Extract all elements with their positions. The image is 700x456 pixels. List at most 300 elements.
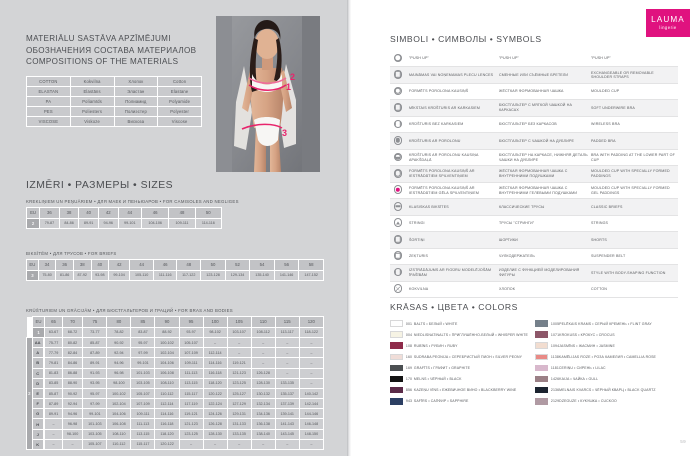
size-cell: 104-106 (155, 358, 179, 368)
size-cell: 78-82 (107, 327, 131, 337)
size-cell: 113-115 (131, 429, 155, 439)
symbol-label-lv: KOKVILNA (409, 287, 429, 292)
color-code: 170 (405, 377, 413, 382)
table-row (27, 86, 202, 96)
symbol-icon-cell (390, 215, 407, 231)
size-cell: – (227, 348, 251, 358)
material-cell: Полиамид (114, 96, 158, 106)
material-cell: Cotton (158, 77, 202, 87)
color-code: 1005 (550, 321, 560, 326)
symbol-label-ru: "PUSH UP" (499, 56, 519, 61)
size-cell: 104-106 (107, 409, 131, 419)
materials-table (26, 76, 202, 127)
material-cell: Elastāns (70, 86, 114, 96)
size-header-cell: 50 (201, 260, 226, 271)
material-cell: Kokvilna (70, 77, 114, 87)
color-code: 2136 (550, 388, 560, 393)
size-cell: 91-93 (83, 368, 107, 378)
symbol-label-en: SHORTS (591, 232, 678, 248)
size-cell: – (275, 439, 299, 449)
size-cell: 112-114 (155, 399, 179, 409)
size-cell: 120-122 (203, 388, 227, 398)
table-row (27, 368, 324, 378)
symbol-label-ru: ХЛОПОК (499, 287, 515, 292)
table-header-row (27, 260, 324, 271)
moulded-cup-gel-icon (394, 185, 403, 194)
material-cell: Poliesters (70, 106, 114, 116)
symbol-row (390, 116, 678, 132)
symbol-label-en: BRA WITH PADDING AT THE LOWER PART OF CUP (591, 152, 675, 162)
symbol-label-lv: KLASISKAS BIKSĪTES (407, 199, 499, 215)
symbol-label-en: COTTON (591, 287, 608, 292)
table-row (27, 96, 202, 106)
size-header-cell: 38 (73, 260, 91, 271)
size-cell: 109-111 (169, 218, 195, 228)
size-cell: 118-120 (203, 378, 227, 388)
color-name: BALTS • БЕЛЫЙ • WHITE (413, 321, 458, 326)
symbol-label-en: "PUSH UP" (591, 56, 611, 61)
size-cell: 95-97 (131, 337, 155, 347)
color-swatch (390, 354, 403, 361)
color-row (535, 329, 678, 340)
size-header-cell: 52 (225, 260, 250, 271)
size-header-cell: 80 (107, 317, 131, 328)
size-cell: 122-124 (203, 399, 227, 409)
symbol-label-ru: БЮСТГАЛЬТЕР С МЯГКОЙ ЧАШКОЙ НА КАРКАСАХ (499, 100, 591, 116)
size-header-cell: 42 (109, 260, 130, 271)
color-name: JASMĪNS • ЖАСМИН • JASMINE (559, 343, 615, 348)
symbol-label-lv: MAINĀMAS VAI NOŅEMAMAS PLECU LENCES (407, 67, 499, 83)
color-swatch (535, 376, 548, 383)
size-header-cell: 34 (38, 260, 56, 271)
cup-label: C (32, 368, 43, 378)
symbol-label-en: SUSPENDER BELT (591, 254, 626, 259)
symbol-label-ru: БЮСТГАЛЬТЕР БЕЗ КАРКАСОВ (499, 122, 557, 127)
color-row (535, 318, 678, 329)
size-header-cell: 48 (177, 260, 201, 271)
size-cell: 90-92 (107, 337, 131, 347)
size-header-cell: 46 (154, 260, 177, 271)
size-header-cell: 120 (299, 317, 323, 328)
size-cell: 141-146 (274, 270, 299, 280)
color-swatch (390, 376, 403, 383)
sizes-section-title: IZMĒRI • РАЗМЕРЫ • SIZES (26, 180, 174, 191)
size-cell: 97-99 (83, 399, 107, 409)
brand-name: LAUMA (651, 15, 685, 24)
table-row (27, 116, 202, 126)
size-header-cell: 100 (203, 317, 227, 328)
size-cell: – (299, 348, 323, 358)
table-row (27, 218, 222, 228)
symbol-row (390, 67, 678, 83)
cup-label: D (32, 378, 43, 388)
symbol-icon-cell (390, 51, 407, 67)
size-cell: 123-125 (179, 429, 203, 439)
size-cell: 147-152 (299, 270, 324, 280)
size-cell: 73-77 (83, 327, 107, 337)
color-row (390, 329, 533, 340)
size-header-cell: 85 (131, 317, 155, 328)
size-header-cell: 58 (299, 260, 324, 271)
symbol-label-en: MOULDED CUP WITH SPECIALLY FORMED GEL PADDINGS (591, 185, 670, 195)
size-cell: – (299, 337, 323, 347)
materials-title-lv: MATERIĀLU SASTĀVA APZĪMĒJUMI (26, 34, 171, 43)
material-cell: Polyamide (158, 96, 202, 106)
size-cell: 117-122 (177, 270, 201, 280)
color-code: 108 (405, 343, 413, 348)
size-cell: 99-104 (109, 270, 130, 280)
size-cell: – (203, 439, 227, 449)
table-row (27, 419, 324, 429)
size-cell: 144-146 (299, 409, 323, 419)
size-cell: 121-123 (227, 368, 251, 378)
page-gutter (347, 0, 351, 456)
symbol-icon-cell (390, 182, 407, 198)
size-cell: 110-112 (155, 388, 179, 398)
measurement-marker: 2 (27, 337, 33, 449)
table-row (27, 327, 324, 337)
color-name: MELNS • ЧЁРНЫЙ • BLACK (413, 377, 462, 382)
size-cell: 92-94 (62, 399, 83, 409)
size-header-cell: 36 (40, 208, 60, 219)
size-cell: 87-89 (83, 348, 107, 358)
symbol-row (390, 248, 678, 264)
size-cell: – (179, 439, 203, 449)
size-cell: 101-103 (83, 419, 107, 429)
size-cell: 83-87 (131, 327, 155, 337)
size-header-cell: EU (27, 208, 40, 219)
size-cell: 128-130 (203, 429, 227, 439)
color-code: 160 (405, 354, 413, 359)
size-cell: 118-120 (155, 429, 179, 439)
symbol-icon-cell (390, 67, 407, 83)
size-cell: 117-119 (179, 399, 203, 409)
color-name: KAMĒLIJAS ROZE • РОЗА КАМЕЛИЯ • CAMELLIA ROSE (558, 354, 656, 359)
size-cell: – (227, 337, 251, 347)
size-cell: 134-136 (251, 409, 275, 419)
size-cell: 92-94 (107, 348, 131, 358)
color-name: SAFĪRS • САПФИР • SAPPHIRE (413, 399, 469, 404)
cup-label: G (32, 409, 43, 419)
cup-label: E (32, 388, 43, 398)
material-cell: PA (27, 96, 71, 106)
color-swatch (390, 387, 403, 394)
size-cell: 115-117 (179, 388, 203, 398)
size-cell: 116-118 (155, 419, 179, 429)
size-cell: 105-110 (130, 270, 154, 280)
material-cell: Полиэстер (114, 106, 158, 116)
size-cell: 131-133 (227, 419, 251, 429)
size-cell: 124-126 (203, 409, 227, 419)
color-swatch (390, 342, 403, 349)
color-row (390, 373, 533, 384)
briefs-size-table (26, 259, 324, 281)
size-cell: 109-111 (179, 358, 203, 368)
size-cell: 84-86 (62, 358, 83, 368)
material-cell: Elastane (158, 86, 202, 96)
size-cell: 103-107 (227, 327, 251, 337)
size-cell: 111-113 (179, 368, 203, 378)
size-header-cell: 40 (79, 208, 99, 219)
size-cell: 114-116 (203, 358, 227, 368)
size-header-cell: 110 (251, 317, 275, 328)
size-cell: 105-107 (179, 337, 203, 347)
size-cell: 75-80 (38, 270, 56, 280)
color-swatch (535, 387, 548, 394)
size-header-cell: 75 (83, 317, 107, 328)
size-cell: 116-118 (203, 368, 227, 378)
suspender-belt-icon (394, 251, 403, 260)
size-header-cell: 105 (227, 317, 251, 328)
size-cell: – (251, 358, 275, 368)
color-name: KROKUSS • КРОКУС • CROCUS (559, 332, 615, 337)
model-photo (216, 16, 320, 172)
size-cell: 102-104 (155, 348, 179, 358)
symbol-label-ru: БЮСТГАЛЬТЕР С ЧАШКОЙ НА ДУБЛИРЕ (499, 133, 591, 149)
size-cell: 130-132 (251, 388, 275, 398)
size-cell: 119-121 (179, 409, 203, 419)
color-row (535, 373, 678, 384)
size-cell: 138-140 (251, 429, 275, 439)
moulded-cup-padding-icon (394, 169, 403, 178)
table-row (27, 348, 324, 358)
symbol-label-lv: "PUSH UP" (409, 56, 429, 61)
color-swatch (390, 320, 403, 327)
size-cell: 114-116 (155, 409, 179, 419)
color-name: NIEDLISNATINALTS • ПРИГЛУШЁННО-БЕЛЫЙ • WHISPER WHITE (413, 332, 529, 337)
size-header-cell: 65 (45, 317, 62, 328)
size-header-cell: 115 (275, 317, 299, 328)
symbol-label-ru: ЖЁСТКАЯ ФОРМОВАННАЯ ЧАШКА С ВНУТРЕННИМИ ГЕЛЕВЫМИ ПОДУШКАМИ (499, 185, 578, 195)
size-cell: 126-128 (251, 368, 275, 378)
color-code: 1094 (550, 343, 560, 348)
size-header-cell: 38 (59, 208, 79, 219)
color-row (535, 362, 678, 373)
size-cell: 87-89 (45, 399, 62, 409)
size-cell: 79-87 (40, 218, 60, 228)
cup-label: F (32, 399, 43, 409)
symbol-label-lv: FORMĒTS POROLONA KAUSIŅŠ AR IESTRĀDĀTIEM SPILVENTIŅIEM (407, 166, 499, 182)
color-swatch (535, 331, 548, 338)
size-cell: 108-110 (107, 429, 131, 439)
size-cell: 75-77 (45, 337, 62, 347)
color-code: 1138 (550, 354, 559, 359)
size-cell: 107-109 (131, 399, 155, 409)
size-cell: – (45, 419, 62, 429)
size-cell: 106-108 (107, 419, 131, 429)
symbol-row (390, 281, 678, 297)
color-row (390, 362, 533, 373)
cup-label: H (32, 419, 43, 429)
color-code: 943 (405, 399, 413, 404)
material-cell: VISCOSE (27, 116, 71, 126)
color-swatch (535, 398, 548, 405)
color-swatch (390, 398, 403, 405)
symbol-icon-cell (390, 166, 407, 182)
symbols-section-title: SIMBOLI • СИМВОЛЫ • SYMBOLS (390, 34, 542, 44)
size-cell: 141-143 (275, 419, 299, 429)
size-cell: – (299, 368, 323, 378)
symbol-icon-cell (390, 281, 407, 297)
symbol-icon-cell (390, 133, 407, 149)
symbol-label-en: STYLE WITH BODY-SHAPING FUNCTION (591, 265, 678, 281)
table-header-row (27, 317, 324, 328)
svg-text:3: 3 (282, 128, 288, 138)
symbol-label-ru: ЧУЛКОДЕРЖАТЕЛЬ (499, 254, 535, 259)
size-cell: 109-111 (131, 409, 155, 419)
table-row (27, 378, 324, 388)
symbol-label-en: EXCHANGEABLE OR REMOVABLE SHOULDER STRAPS (591, 67, 678, 83)
color-row (390, 351, 533, 362)
symbol-icon-cell (390, 232, 407, 248)
symbol-row (390, 133, 678, 149)
size-cell: 135-137 (275, 388, 299, 398)
size-cell: 88-90 (62, 378, 83, 388)
size-cell: – (251, 439, 275, 449)
color-code: 2129 (550, 399, 560, 404)
color-swatch (535, 365, 548, 372)
size-cell: 104-106 (142, 218, 169, 228)
body-shaping-icon (394, 268, 403, 277)
table-header-row (27, 208, 222, 219)
color-row (535, 396, 678, 407)
size-header-cell: EU (32, 317, 45, 328)
size-cell: 143-145 (275, 429, 299, 439)
size-cell: – (275, 337, 299, 347)
symbol-label-lv: KRŪŠTURIS AR POROLONU KAUSIŅA APAKŠDAĻĀ (409, 152, 479, 162)
size-cell: 96-98 (62, 419, 83, 429)
table-row (27, 270, 324, 280)
colors-column-right (535, 318, 678, 407)
colors-section-title: KRĀSAS • ЦВЕТА • COLORS (390, 302, 518, 312)
classic-briefs-icon (394, 202, 403, 211)
symbol-row (390, 166, 678, 182)
color-name: PELĒKAIS KRAMS • СЕРЫЙ КРЕМЕНЬ • FLINT GRAY (559, 321, 652, 326)
materials-heading (26, 33, 216, 68)
color-swatch (535, 320, 548, 327)
symbol-label-lv: MĪKSTAIS KRŪŠTURIS AR KARKASIEM (407, 100, 499, 116)
symbol-label-ru: БЮСТГАЛЬТЕР НА КАРКАСЕ, НИЖНЯЯ ДЕТАЛЬ ЧАШКИ НА ДУБЛИРЕ (499, 152, 588, 162)
size-cell: 101-103 (131, 368, 155, 378)
measurement-marker: 1 (32, 327, 45, 337)
size-cell: 111-116 (154, 270, 177, 280)
symbol-label-en: SOFT UNDERWIRE BRA (591, 100, 678, 116)
size-header-cell: 44 (130, 260, 154, 271)
size-cell: 146-148 (299, 419, 323, 429)
size-cell: 94-96 (107, 358, 131, 368)
size-cell: 129-131 (227, 409, 251, 419)
size-cell: 102-104 (107, 399, 131, 409)
briefs-caption: BIKSĪTĒM • ДЛЯ ТРУСОВ • FOR BRIEFS (26, 251, 117, 256)
symbol-label-ru: ИЗДЕЛИЕ С ФУНКЦИЕЙ МОДЕЛИРОВАНИЯ ФИГУРЫ (499, 265, 591, 281)
size-cell: 89-91 (79, 218, 99, 228)
size-cell: 68-72 (62, 327, 83, 337)
color-code: 169 (405, 365, 413, 370)
color-row (390, 340, 533, 351)
symbol-label-en: CLASSIC BRIEFS (591, 199, 678, 215)
measurement-marker: 3 (27, 270, 39, 280)
color-swatch (535, 342, 548, 349)
size-header-cell: 95 (179, 317, 203, 328)
size-cell: 103-105 (131, 378, 155, 388)
size-cell: 99-101 (83, 409, 107, 419)
size-cell: 132-134 (251, 399, 275, 409)
size-cell: 110-112 (107, 439, 131, 449)
size-cell: 142-144 (299, 399, 323, 409)
symbol-row (390, 199, 678, 215)
size-cell: 108-110 (155, 378, 179, 388)
size-header-cell: 42 (98, 208, 118, 219)
symbol-row (390, 51, 678, 67)
color-row (535, 351, 678, 362)
size-cell: – (299, 358, 323, 368)
size-cell: 105-107 (83, 439, 107, 449)
size-cell: 133-135 (275, 378, 299, 388)
size-cell: – (227, 439, 251, 449)
symbol-label-lv: KRŪŠTURIS BEZ KARKASIEM (409, 122, 464, 127)
size-header-cell: 40 (91, 260, 109, 271)
color-code: 856 (405, 388, 413, 393)
color-row (535, 340, 678, 351)
table-row (27, 399, 324, 409)
symbol-label-lv: ŠORTIŅI (407, 232, 499, 248)
table-row (27, 77, 202, 87)
color-name: CERIŅU • СИРЕНЬ • LILAC (558, 365, 606, 370)
soft-underwire-bra-icon (394, 103, 403, 112)
size-cell: 81-83 (45, 368, 62, 378)
size-cell: 118-122 (299, 327, 323, 337)
size-cell: 86-88 (62, 368, 83, 378)
size-cell: – (45, 429, 62, 439)
size-cell: 83-85 (45, 378, 62, 388)
table-row (27, 106, 202, 116)
symbol-label-lv: ZEĶTURIS (409, 254, 429, 259)
size-cell: 87-92 (73, 270, 91, 280)
size-cell: 95-97 (83, 388, 107, 398)
size-cell: – (275, 358, 299, 368)
size-cell: 105-107 (131, 388, 155, 398)
symbol-label-en: PADDED BRA (591, 133, 678, 149)
color-row (390, 385, 533, 396)
material-cell: Хлопок (114, 77, 158, 87)
colors-column-left (390, 318, 533, 407)
size-cell: 107-109 (179, 348, 203, 358)
symbol-row (390, 215, 678, 231)
size-header-cell: 48 (169, 208, 195, 219)
size-cell: 129-134 (225, 270, 250, 280)
symbol-label-lv: FORMĒTS POROLONA KAUSIŅŠ (409, 89, 469, 94)
size-cell: 148-150 (299, 429, 323, 439)
size-cell: 93-97 (179, 327, 203, 337)
symbol-row (390, 182, 678, 198)
size-cell: 84-86 (59, 218, 79, 228)
size-cell: 127-129 (227, 399, 251, 409)
color-name: DZEGUZE • КУКУШКА • CUCKOO (559, 399, 617, 404)
material-cell: Viskoze (70, 116, 114, 126)
size-cell: 121-123 (179, 419, 203, 429)
table-row (27, 358, 324, 368)
size-cell: 111-113 (131, 419, 155, 429)
color-code: 004 (405, 332, 413, 337)
symbol-icon-cell (390, 116, 407, 132)
strings-icon (394, 218, 403, 227)
material-cell: Poliamīds (70, 96, 114, 106)
symbol-icon-cell (390, 83, 407, 99)
materials-title-ru: ОБОЗНАЧЕНИЯ СОСТАВА МАТЕРИАЛОВ (26, 45, 197, 55)
size-cell: – (275, 368, 299, 378)
material-cell: Эластан (114, 86, 158, 96)
symbol-label-ru: ШОРТИКИ (499, 232, 591, 248)
